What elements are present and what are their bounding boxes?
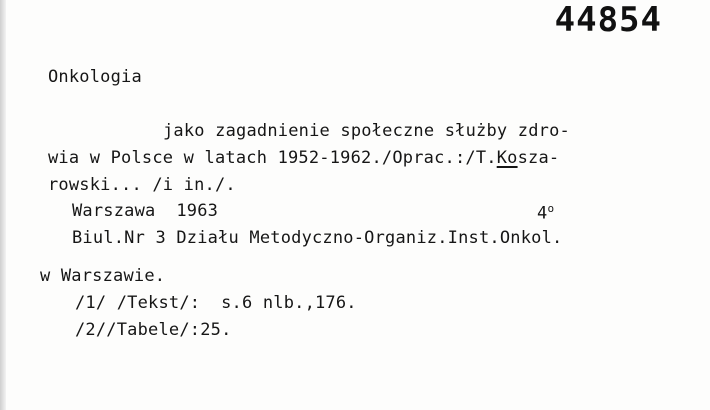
catalog-number: 44854 [554,0,662,40]
author-underlined: Ko [496,148,518,168]
subject-heading: Onkologia [48,67,142,87]
series-line-2: w Warszawie. [40,266,166,286]
part-2-tables: /2//Tabele/:25. [75,320,232,340]
title-line-3: rowski... /i in./. [48,175,236,195]
title-line-2-text: wia w Polsce w latach 1952-1962./Oprac.:/T. [48,148,497,168]
format-size: 4$^o$ [537,202,555,224]
title-line-1: jako zagadnienie społeczne służby zdro- [163,121,570,141]
part-1-text: /1/ /Tekst/: s.6 nlb.,176. [75,293,357,313]
series-line-1: Biul.Nr 3 Działu Metodyczno-Organiz.Inst.Onkol. [72,228,563,248]
author-rest: sza- [517,148,560,168]
title-line-2 [48,146,559,170]
place-year: Warszawa 1963 [72,201,219,221]
